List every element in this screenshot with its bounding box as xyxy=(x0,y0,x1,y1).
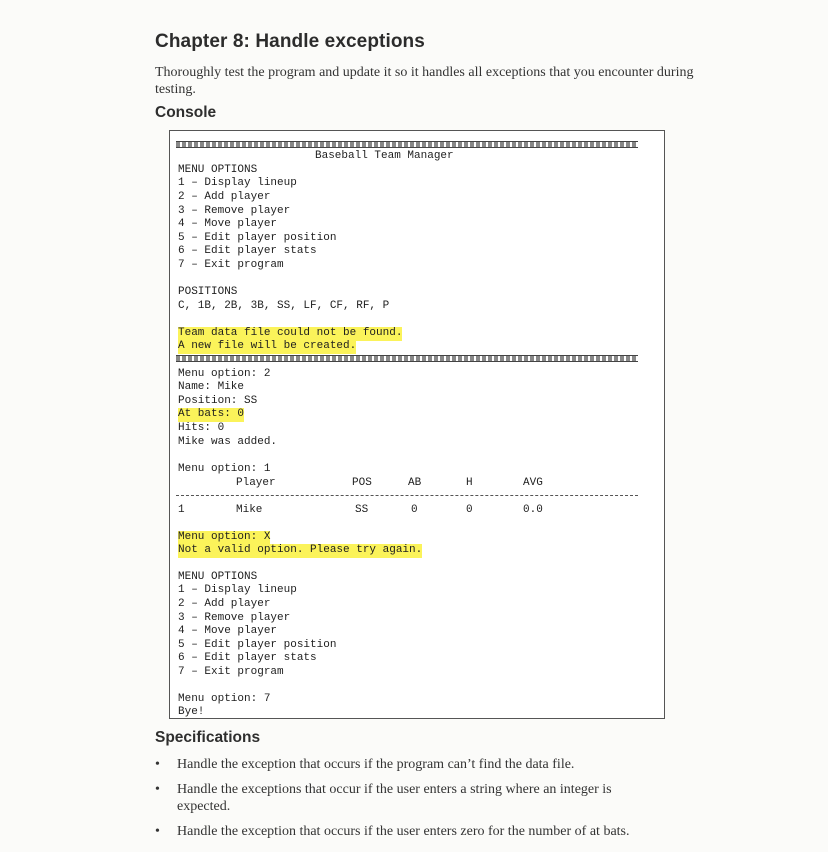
add-at-bats: At bats: 0 xyxy=(178,408,245,420)
menu-item: 2 – Add player xyxy=(178,598,271,610)
add-result: Mike was added. xyxy=(178,436,278,448)
menu-item: 5 – Edit player position xyxy=(178,639,337,651)
chapter-title: Chapter 8: Handle exceptions xyxy=(155,31,425,52)
invalid-message: Not a valid option. Please try again. xyxy=(178,544,423,556)
list-item xyxy=(155,756,665,773)
header-player: Player xyxy=(236,477,276,489)
menu-item: 7 – Exit program xyxy=(178,259,284,271)
header-avg: AVG xyxy=(523,477,543,489)
menu-item: 6 – Edit player stats xyxy=(178,245,317,257)
positions-list: C, 1B, 2B, 3B, SS, LF, CF, RF, P xyxy=(178,300,390,312)
invalid-option: Menu option: X xyxy=(178,531,271,543)
bullet-icon: • xyxy=(155,757,160,772)
menu-item: 4 – Move player xyxy=(178,625,278,637)
header-h: H xyxy=(466,477,473,489)
table-divider xyxy=(176,495,638,496)
bye-message: Bye! xyxy=(178,706,205,718)
specifications-heading: Specifications xyxy=(155,729,261,746)
file-warning-1: Team data file could not be found. xyxy=(178,327,403,339)
console-app-title: Baseball Team Manager xyxy=(315,150,454,162)
spec-text: Handle the exception that occurs if the program can’t find the data file. xyxy=(177,757,575,772)
row-number: 1 xyxy=(178,504,185,516)
spec-text: Handle the exception that occurs if the user enters zero for the number of at bats. xyxy=(177,824,630,839)
menu-item: 6 – Edit player stats xyxy=(178,652,317,664)
menu-heading-2: MENU OPTIONS xyxy=(178,571,258,583)
file-warning-2: A new file will be created. xyxy=(178,340,357,352)
spec-text: Handle the exceptions that occur if the user enters a string where an integer is expected. xyxy=(177,782,612,814)
console-heading: Console xyxy=(155,104,217,121)
intro-paragraph: Thoroughly test the program and update it so it handles all exceptions that you encounter during testing. xyxy=(155,65,694,97)
add-hits: Hits: 0 xyxy=(178,422,225,434)
add-menu-option: Menu option: 2 xyxy=(178,368,271,380)
separator-mid xyxy=(176,355,638,362)
menu-item: 4 – Move player xyxy=(178,218,278,230)
bullet-icon: • xyxy=(155,824,160,839)
header-ab: AB xyxy=(408,477,422,489)
menu-item: 1 – Display lineup xyxy=(178,584,297,596)
menu-item: 3 – Remove player xyxy=(178,205,291,217)
positions-heading: POSITIONS xyxy=(178,286,238,298)
add-position: Position: SS xyxy=(178,395,258,407)
menu-item: 2 – Add player xyxy=(178,191,271,203)
header-pos: POS xyxy=(352,477,372,489)
row-player: Mike xyxy=(236,504,263,516)
list-item xyxy=(155,823,665,840)
bullet-icon: • xyxy=(155,782,160,797)
display-menu-option: Menu option: 1 xyxy=(178,463,271,475)
add-name: Name: Mike xyxy=(178,381,245,393)
separator-top xyxy=(176,141,638,148)
row-avg: 0.0 xyxy=(523,504,543,516)
menu-item: 5 – Edit player position xyxy=(178,232,337,244)
row-ab: 0 xyxy=(411,504,418,516)
menu-item: 1 – Display lineup xyxy=(178,177,297,189)
list-item xyxy=(155,781,665,815)
row-pos: SS xyxy=(355,504,369,516)
menu-heading: MENU OPTIONS xyxy=(178,164,258,176)
menu-item: 7 – Exit program xyxy=(178,666,284,678)
row-h: 0 xyxy=(466,504,473,516)
menu-item: 3 – Remove player xyxy=(178,612,291,624)
exit-option: Menu option: 7 xyxy=(178,693,271,705)
specifications-list xyxy=(155,756,665,848)
